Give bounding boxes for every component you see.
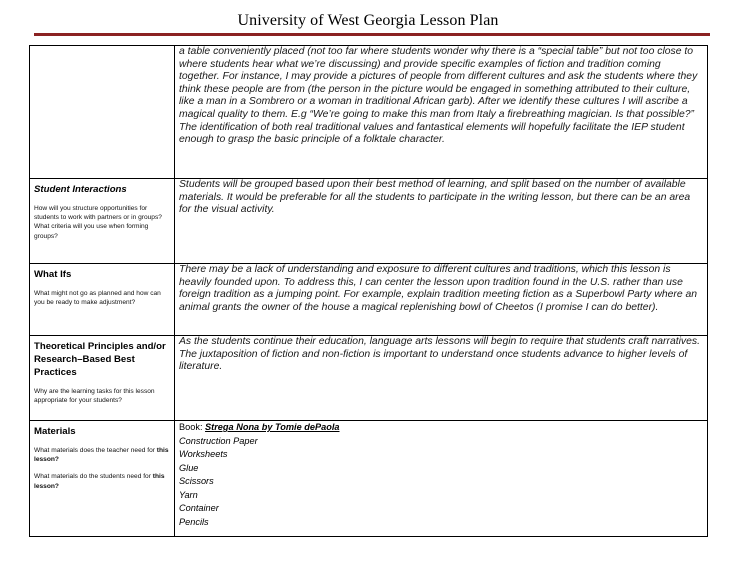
header-rule [34,33,710,36]
lesson-plan-table [29,45,708,537]
list-item: Pencils [179,516,209,527]
what-ifs-text: There may be a lack of understanding and exposure to different cultures and traditions, which this lesson is heavily founded upon. To address this, I can center the lesson upon tradition found in the U.S. rather than use foreign tradition as a jumping point. For example, explain tradition meeting fiction as a Superbowl Party where an animal grants the owner of the house a magical replenishing bowl of Cheetos (I promise I can do better). [179,264,698,313]
row-content-cell [175,46,708,179]
student-materials-prompt: What materials do the students need for this lesson? [34,473,165,490]
continuation-text: a table conveniently placed (not too far where students wonder why there is a “special table” but not too close to where students hear what we’re discussing) and provide specific examples of fiction and tradition coming together. For instance, I may provide a pictures of people from different cultures and ask the students where they think these people are from (the person in the picture would be engaged in something attributed to their culture, like a man in a Sombrero or a woman in traditional African garb). After we identify these cultures I will ascribe a magical quality to them. E.g “We’re going to make this man from Italy a firebreathing magician. Is that possible?” The identification of both real traditional values and fantastical elements will hopefully facilitate the IEP student enough to grasp the basic principle of a folktale character. [179,46,698,146]
list-item: Scissors [179,476,214,486]
theoretical-principles-heading: Theoretical Principles and/or Research–Based Best Practices [34,341,166,378]
row-label-cell [30,336,175,421]
student-interactions-prompt: How will you structure opportunities for students to work with partners or in groups? What criteria will you use when forming groups? [34,205,162,240]
student-interactions-text: Students will be grouped based upon their best method of learning, and split based on the number of available materials. It would be preferable for all the students to participate in the writing lesson, but there can be an area for the visual activity. [179,179,691,216]
row-label-cell [30,264,175,336]
row-label-cell [30,421,175,537]
teacher-materials-prompt: What materials does the teacher need for this lesson? [34,447,169,464]
table-row [30,421,708,537]
table-row [30,179,708,264]
row-content-cell [175,336,708,421]
theoretical-principles-text: As the students continue their education, language arts lessons will begin to require that students craft narratives. The juxtaposition of fiction and non-fiction is important to understand once students advance to higher levels of literature. [179,336,700,373]
list-item: Container [179,503,219,513]
table-row [30,46,708,179]
list-item: Glue [179,462,199,473]
row-content-cell [175,421,708,537]
materials-heading: Materials [34,426,76,437]
what-ifs-heading: What Ifs [34,269,72,280]
row-content-cell [175,264,708,336]
student-interactions-heading: Student Interactions [34,184,127,195]
page-title: University of West Georgia Lesson Plan [237,12,499,29]
row-label-cell [30,179,175,264]
row-content-cell [175,179,708,264]
table-row [30,336,708,421]
list-item: Yarn [179,489,198,500]
theoretical-principles-prompt: Why are the learning tasks for this lesson appropriate for your students? [34,388,155,405]
what-ifs-prompt: What might not go as planned and how can you be ready to make adjustment? [34,290,161,307]
list-item: Construction Paper [179,435,258,446]
list-item: Worksheets [179,449,228,459]
materials-book: Book: Strega Nona by Tomie dePaola [179,422,340,432]
table-row [30,264,708,336]
row-label-cell [30,46,175,179]
